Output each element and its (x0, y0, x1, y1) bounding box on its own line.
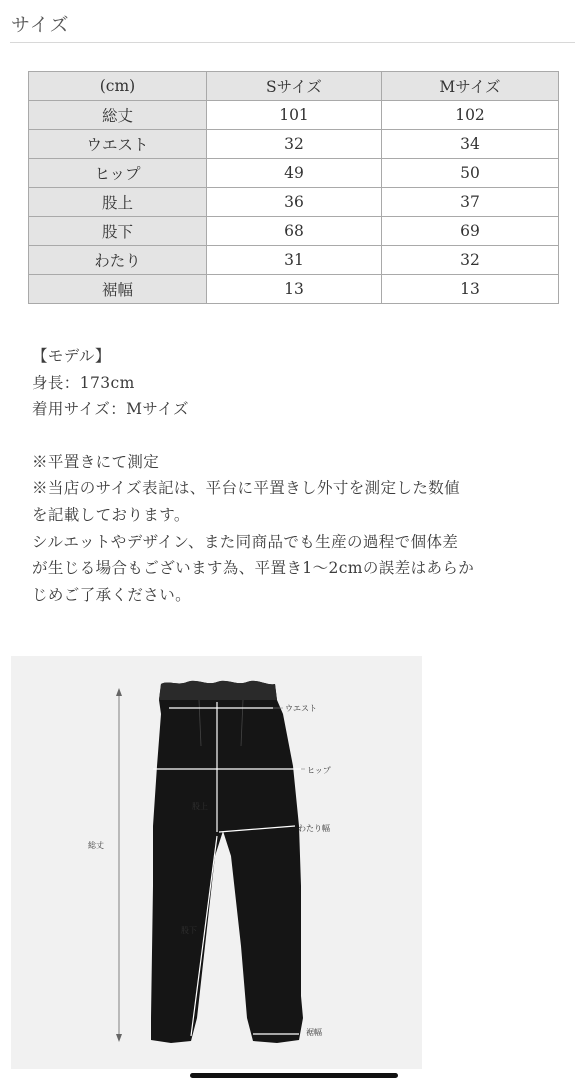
row-label: ウエスト (29, 130, 207, 159)
arrow-up-icon (116, 688, 122, 696)
cell-m: 34 (382, 130, 559, 159)
model-height: 身長：173cm (32, 373, 135, 392)
row-label: わたり (29, 246, 207, 275)
cell-m: 13 (382, 275, 559, 304)
cell-s: 36 (207, 188, 382, 217)
note-line: を記載しております。 (32, 505, 190, 524)
label-thigh: わたり幅 (298, 824, 330, 833)
pants-illustration (11, 656, 422, 1069)
size-table (28, 71, 559, 304)
table-header-row (29, 72, 559, 101)
model-size-worn: 着用サイズ：Mサイズ (32, 400, 189, 419)
note-line: ※当店のサイズ表記は、平台に平置きし外寸を測定した数値 (32, 479, 461, 498)
row-label: ヒップ (29, 159, 207, 188)
cell-m: 37 (382, 188, 559, 217)
label-waist: ウエスト (285, 704, 317, 713)
cell-m: 102 (382, 101, 559, 130)
table-row (29, 159, 559, 188)
arrow-down-icon (116, 1034, 122, 1042)
note-line: じめご了承ください。 (32, 585, 192, 604)
pants-silhouette (151, 681, 303, 1043)
label-hip: ヒップ (307, 766, 331, 775)
cell-s: 101 (207, 101, 382, 130)
note-line: が生じる場合もございます為、平置き1〜2cmの誤差はあらか (32, 559, 475, 578)
cell-m: 69 (382, 217, 559, 246)
label-hem: 裾幅 (306, 1028, 322, 1037)
notes-block (32, 343, 572, 608)
title-divider (10, 42, 575, 43)
header-size-s: Sサイズ (207, 72, 382, 101)
row-label: 裾幅 (29, 275, 207, 304)
section-title: サイズ (11, 14, 70, 36)
spacer (32, 423, 572, 449)
cell-m: 32 (382, 246, 559, 275)
row-label: 総丈 (29, 101, 207, 130)
header-unit: (cm) (29, 72, 207, 101)
cell-s: 31 (207, 246, 382, 275)
table-row (29, 217, 559, 246)
note-line: シルエットやデザイン、また同商品でも生産の過程で個体差 (32, 532, 459, 551)
table-row (29, 246, 559, 275)
model-heading: 【モデル】 (32, 347, 111, 365)
row-label: 股上 (29, 188, 207, 217)
header-size-m: Mサイズ (382, 72, 559, 101)
table-row (29, 275, 559, 304)
waistband-shading (159, 681, 277, 700)
cell-m: 50 (382, 159, 559, 188)
cell-s: 13 (207, 275, 382, 304)
label-total-length: 総丈 (88, 841, 104, 850)
cell-s: 32 (207, 130, 382, 159)
table-row (29, 101, 559, 130)
cell-s: 49 (207, 159, 382, 188)
table-row (29, 188, 559, 217)
home-indicator[interactable] (190, 1073, 398, 1078)
cell-s: 68 (207, 217, 382, 246)
label-rise: 股上 (192, 802, 208, 811)
table-row (29, 130, 559, 159)
note-line: ※平置きにて測定 (32, 452, 160, 471)
label-inseam: 股下 (181, 926, 197, 935)
measurement-diagram (11, 656, 422, 1069)
row-label: 股下 (29, 217, 207, 246)
